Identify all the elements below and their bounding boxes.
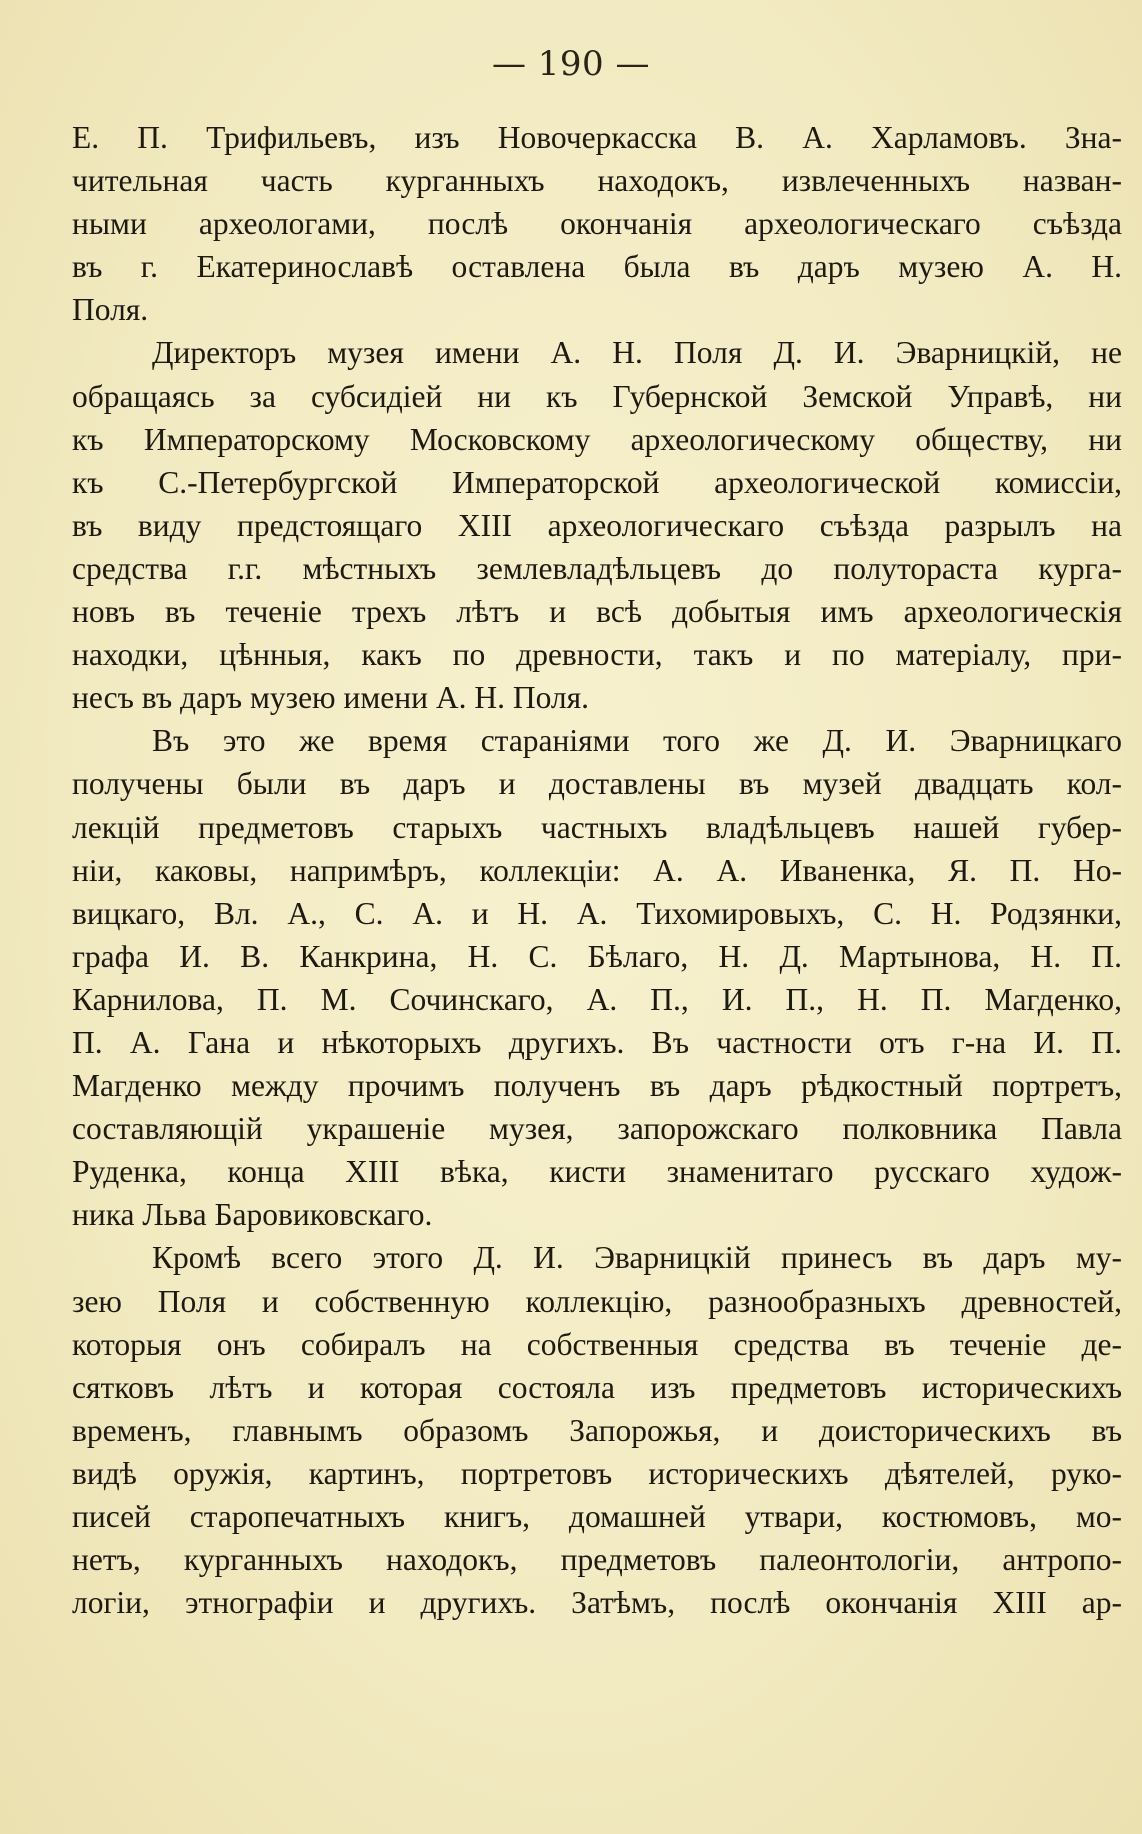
text-line: обращаясь за субсидіей ни къ Губернской Земской Управѣ, ни	[72, 378, 1122, 414]
text-line: сятковъ лѣтъ и которая состояла изъ предметовъ историческихъ	[72, 1369, 1122, 1405]
text-line: логіи, этнографіи и другихъ. Затѣмъ, послѣ окончанія XIII ар-	[72, 1585, 1122, 1621]
text-line: Поля.	[72, 292, 149, 328]
text-line: Руденка, конца XIII вѣка, кисти знаменитаго русскаго худож-	[72, 1154, 1122, 1190]
text-line: временъ, главнымъ образомъ Запорожья, и доисторическихъ въ	[72, 1412, 1122, 1448]
text-line: несъ въ даръ музею имени А. Н. Поля.	[72, 680, 589, 716]
text-line: составляющій украшеніе музея, запорожскаго полковника Павла	[72, 1111, 1122, 1147]
text-line: Кромѣ всего этого Д. И. Эварницкій принесъ въ даръ му-	[152, 1240, 1122, 1276]
text-line: ника Льва Баровиковскаго.	[72, 1197, 433, 1233]
text-line: ніи, каковы, напримѣръ, коллекціи: А. А. Иваненка, Я. П. Но-	[72, 852, 1122, 888]
text-line: въ виду предстоящаго XIII археологическаго съѣзда разрылъ на	[72, 507, 1122, 543]
text-line: писей старопечатныхъ книгъ, домашней утвари, костюмовъ, мо-	[72, 1499, 1122, 1534]
text-line: которыя онъ собиралъ на собственныя средства въ теченіе де-	[72, 1326, 1122, 1362]
text-line: видѣ оружія, картинъ, портретовъ историческихъ дѣятелей, руко-	[72, 1455, 1122, 1491]
text-line: П. А. Гана и нѣкоторыхъ другихъ. Въ частности отъ г-на И. П.	[72, 1024, 1122, 1060]
text-line: графа И. В. Канкрина, Н. С. Бѣлаго, Н. Д. Мартынова, Н. П.	[72, 938, 1122, 974]
text-line: Карнилова, П. М. Сочинскаго, А. П., И. П., Н. П. Магденко,	[72, 981, 1122, 1017]
page-number: — 190 —	[491, 44, 650, 84]
text-line: вицкаго, Вл. А., С. А. и Н. А. Тихомировыхъ, С. Н. Родзянки,	[72, 895, 1122, 931]
text-line: средства г.г. мѣстныхъ землевладѣльцевъ до полутораста курга-	[72, 550, 1122, 586]
text-line: Магденко между прочимъ полученъ въ даръ рѣдкостный портретъ,	[72, 1068, 1122, 1104]
text-line: нетъ, курганныхъ находокъ, предметовъ палеонтологіи, антропо-	[72, 1542, 1122, 1578]
text-line: въ г. Екатеринославѣ оставлена была въ даръ музею А. Н.	[72, 249, 1122, 285]
text-line: Въ это же время стараніями того же Д. И. Эварницкаго	[152, 723, 1122, 759]
text-line: къ С.-Петербургской Императорской археологической комиссіи,	[72, 464, 1122, 500]
text-line: новъ въ теченіе трехъ лѣтъ и всѣ добытыя имъ археологическія	[72, 594, 1122, 630]
text-line: находки, цѣнныя, какъ по древности, такъ и по матеріалу, при-	[72, 637, 1122, 673]
body-text	[72, 116, 1122, 1624]
text-line: чительная часть курганныхъ находокъ, извлеченныхъ назван-	[72, 163, 1122, 199]
text-line: лекцій предметовъ старыхъ частныхъ владѣльцевъ нашей губер-	[72, 809, 1122, 845]
text-line: Директоръ музея имени А. Н. Поля Д. И. Эварницкій, не	[152, 335, 1122, 371]
text-line: Е. П. Трифильевъ, изъ Новочеркасска В. А. Харламовъ. Зна-	[72, 120, 1122, 155]
text-line: получены были въ даръ и доставлены въ музей двадцать кол-	[72, 766, 1122, 802]
text-line: ными археологами, послѣ окончанія археологическаго съѣзда	[72, 206, 1122, 242]
text-line: зею Поля и собственную коллекцію, разнообразныхъ древностей,	[72, 1283, 1122, 1319]
text-line: къ Императорскому Московскому археологическому обществу, ни	[72, 421, 1122, 457]
